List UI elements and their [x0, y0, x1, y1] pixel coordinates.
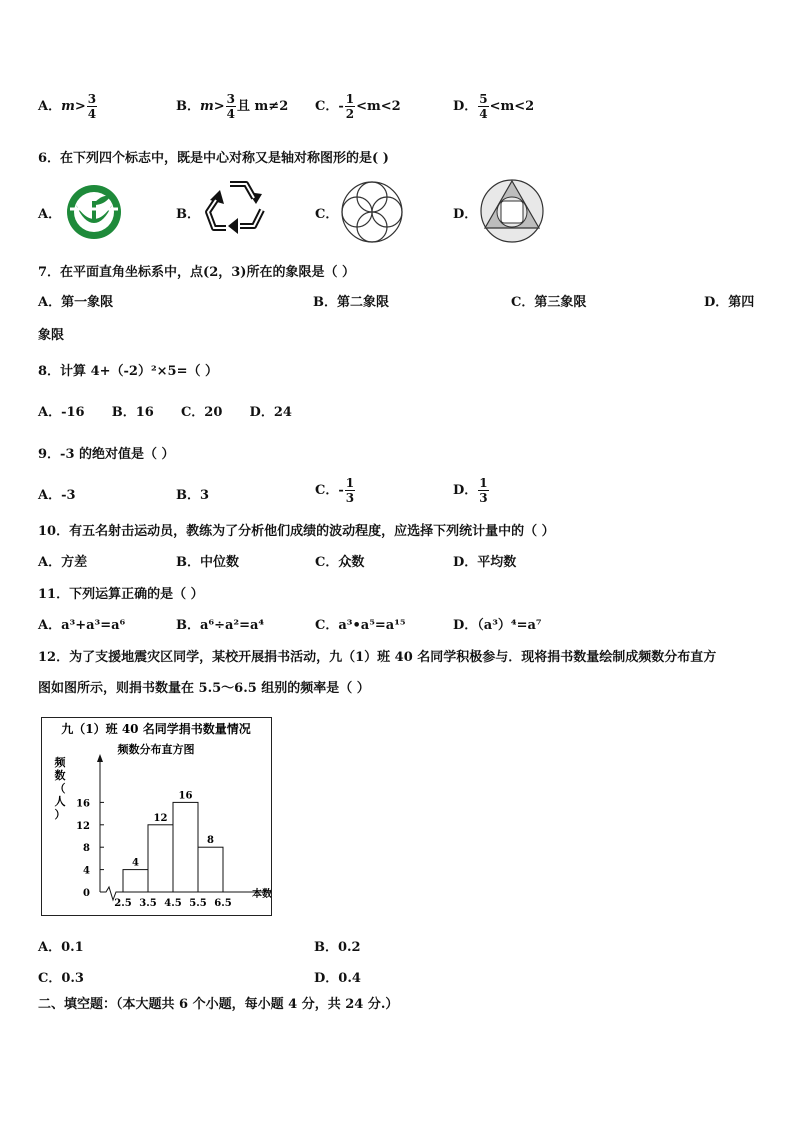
x-tick-label: 4.5	[164, 898, 182, 909]
q10-stem: 10．有五名射击运动员，教练为了分析他们成绩的波动程度，应选择下列统计量中的（ ）	[38, 524, 555, 539]
x-tick-label: 3.5	[139, 898, 157, 909]
chart-title: 九（1）班 40 名同学捐书数量情况	[61, 722, 251, 736]
q10-option-b[interactable]: B．中位数	[176, 555, 239, 570]
q12-stem-line2: 图如图所示，则捐书数量在 5.5～6.5 组别的频率是（ ）	[38, 681, 370, 696]
q10-option-d[interactable]: D．平均数	[453, 555, 517, 570]
q7-option-a[interactable]: A．第一象限	[38, 295, 114, 310]
q6-stem: 6．在下列四个标志中，既是中心对称又是轴对称图形的是( )	[38, 151, 389, 166]
histogram-bar	[123, 870, 148, 892]
histogram-bar	[173, 802, 198, 892]
q7-stem: 7．在平面直角坐标系中，点(2，3)所在的象限是（ ）	[38, 265, 355, 280]
q7-option-d-wrap: 象限	[38, 328, 65, 343]
y-tick-label: 4	[83, 865, 90, 877]
q6-option-c[interactable]: C．	[315, 207, 339, 222]
y-axis-arrow	[97, 754, 103, 762]
q9-stem: 9．-3 的绝对值是（ ）	[38, 447, 175, 462]
q12-option-c[interactable]: C．0.3	[38, 971, 84, 986]
y-axis-label-char: ）	[54, 808, 66, 821]
q5-option-a[interactable]: A．m> $\frac{3}{4}$	[38, 92, 97, 121]
chart-subtitle: 频数分布直方图	[117, 743, 195, 756]
fraction: $\frac{5}{4}$	[479, 92, 488, 121]
q7-option-d[interactable]: D．第四	[704, 295, 755, 310]
section-title: 二、填空题：（本大题共 6 个小题，每小题 4 分，共 24 分.）	[38, 997, 399, 1012]
q5-option-c[interactable]: C．- $\frac{1}{2}$ <m<2	[315, 92, 401, 121]
q9-option-d[interactable]: D． $\frac{1}{3}$	[453, 476, 488, 505]
circle-triangle-square-icon	[479, 178, 545, 244]
q8-stem: 8．计算 4+（-2）²×5=（ ）	[38, 364, 219, 379]
q5-option-d[interactable]: D． $\frac{5}{4}$ <m<2	[453, 92, 535, 121]
fraction: $\frac{3}{4}$	[226, 92, 236, 121]
x-axis-label: 本数	[252, 889, 271, 900]
histogram-figure	[41, 717, 272, 916]
y-tick-label: 16	[76, 798, 90, 810]
four-circles-icon	[340, 180, 404, 244]
q11-option-a[interactable]: A．a³+a³=a⁶	[38, 618, 126, 633]
green-food-logo-icon	[64, 183, 124, 241]
q7-option-c[interactable]: C．第三象限	[511, 295, 587, 310]
y-tick-label: 0	[83, 888, 90, 899]
y-axis-label-char: 频	[54, 756, 66, 769]
q5-option-b[interactable]: B．m> $\frac{3}{4}$ 且 m≠2	[176, 92, 289, 121]
histogram-bar	[198, 847, 223, 892]
x-tick-label: 6.5	[214, 898, 232, 909]
q10-option-c[interactable]: C．众数	[315, 555, 365, 570]
q12-option-a[interactable]: A．0.1	[38, 940, 84, 955]
q12-stem-line1: 12．为了支援地震灾区同学，某校开展捐书活动，九（1）班 40 名同学积极参与．现将捐书数量绘制成频数分布直方	[38, 650, 717, 665]
y-axis-label-char: 人	[54, 795, 66, 808]
fraction: $\frac{1}{3}$	[345, 476, 355, 505]
q7-option-b[interactable]: B．第二象限	[313, 295, 389, 310]
fraction: $\frac{3}{4}$	[87, 92, 97, 121]
y-axis-label-char: 数	[54, 769, 66, 782]
histogram-bar	[148, 825, 173, 892]
fraction: $\frac{1}{3}$	[479, 476, 488, 505]
x-tick-label: 5.5	[189, 898, 207, 909]
bar-value-label: 16	[178, 790, 193, 802]
q11-stem: 11．下列运算正确的是（ ）	[38, 587, 204, 602]
x-tick-label: 2.5	[114, 898, 132, 909]
q11-option-b[interactable]: B．a⁶÷a²=a⁴	[176, 618, 265, 633]
q11-option-c[interactable]: C．a³•a⁵=a¹⁵	[315, 618, 406, 633]
y-axis-label-char: （	[54, 782, 66, 795]
q6-option-d[interactable]: D．	[453, 207, 478, 222]
q9-option-a[interactable]: A．-3	[38, 488, 76, 503]
bar-value-label: 4	[132, 857, 139, 869]
bar-value-label: 12	[153, 812, 168, 824]
y-tick-label: 8	[83, 843, 90, 855]
q6-option-b[interactable]: B．	[176, 207, 200, 222]
q9-option-c[interactable]: C．- $\frac{1}{3}$	[315, 476, 355, 505]
q6-option-a[interactable]: A．	[38, 207, 62, 222]
q12-option-b[interactable]: B．0.2	[314, 940, 361, 955]
y-tick-label: 12	[76, 820, 90, 832]
q11-option-d[interactable]: D．（a³）⁴=a⁷	[453, 618, 542, 633]
q8-options[interactable]: A．-16 B．16 C．20 D．24	[38, 405, 292, 420]
bar-value-label: 8	[207, 835, 214, 847]
recycle-icon	[204, 176, 272, 242]
q9-option-b[interactable]: B．3	[176, 488, 210, 503]
fraction: $\frac{1}{2}$	[345, 92, 355, 121]
q10-option-a[interactable]: A．方差	[38, 555, 88, 570]
histogram-chart	[42, 718, 271, 915]
q12-option-d[interactable]: D．0.4	[314, 971, 361, 986]
